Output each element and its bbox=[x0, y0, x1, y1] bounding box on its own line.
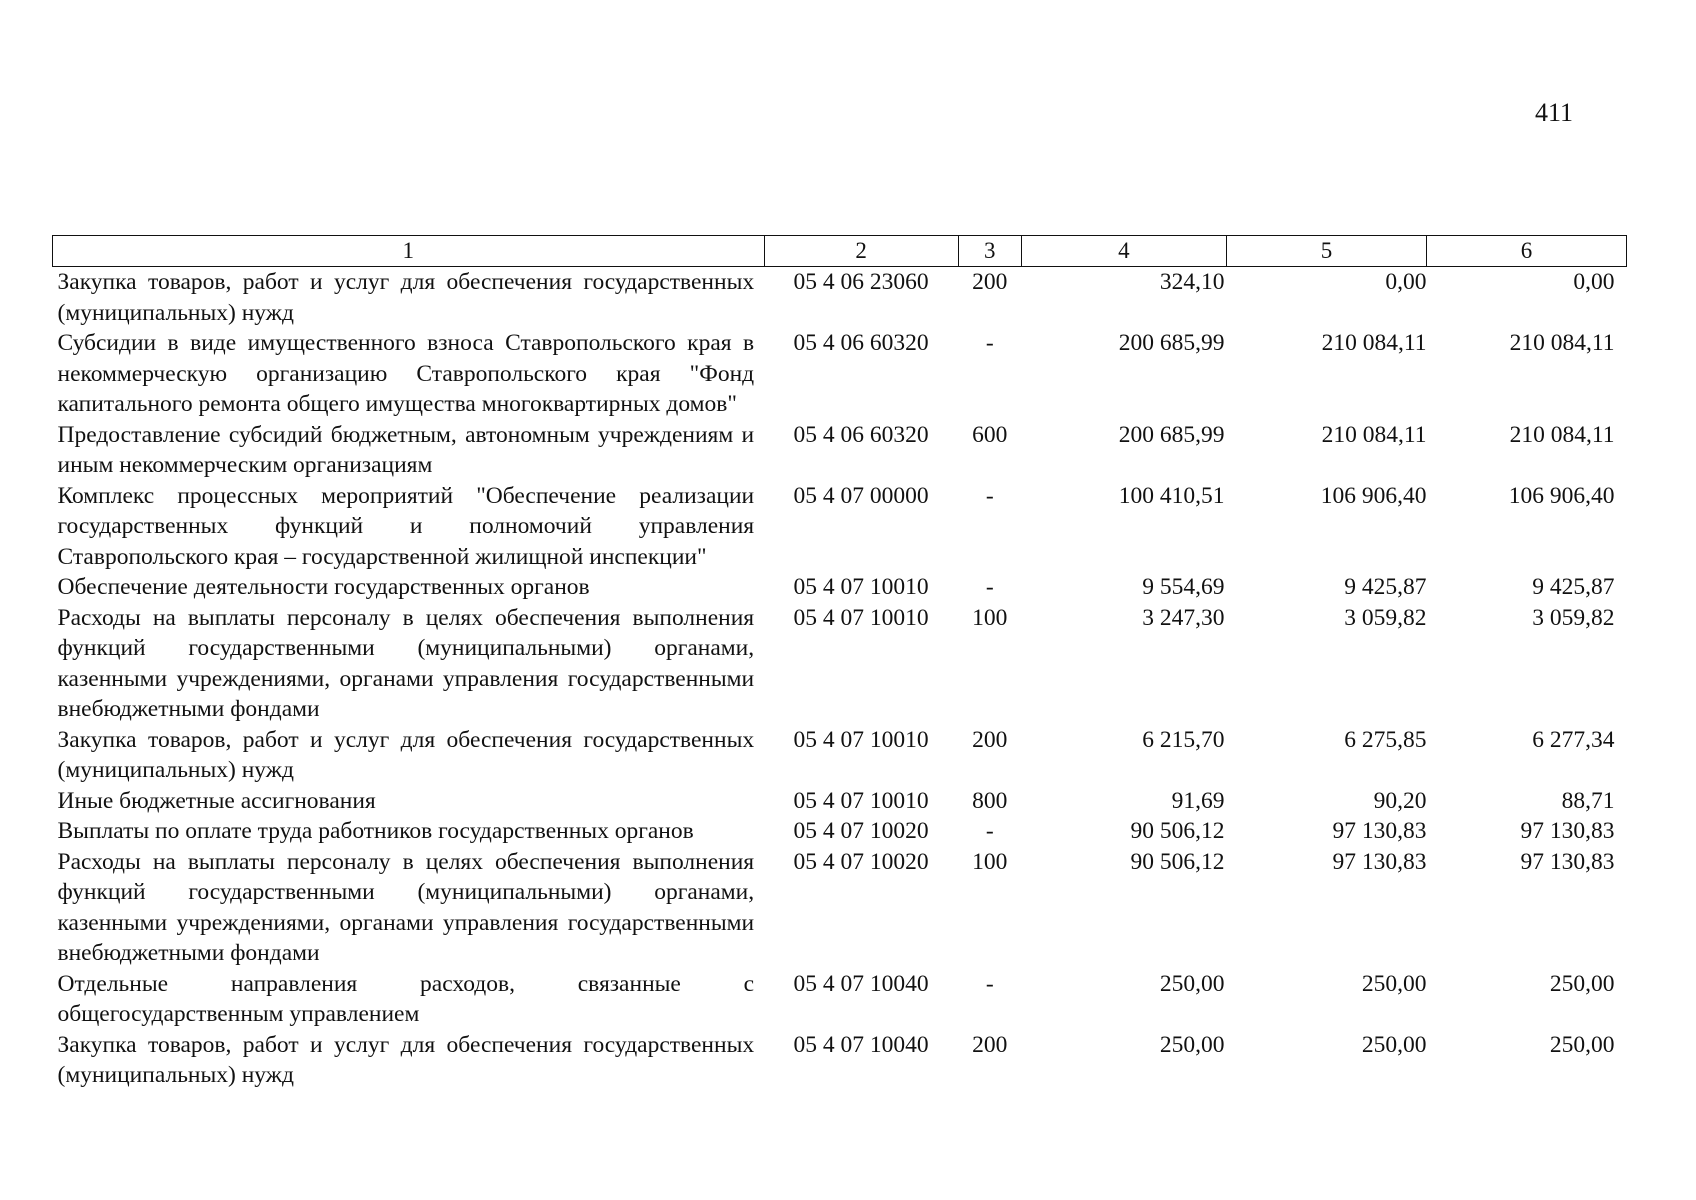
row-expense-type: - bbox=[985, 330, 994, 356]
page-number: 411 bbox=[1535, 98, 1574, 127]
row-name: Расходы на выплаты персоналу в целях обеспечения выполнения функций государственными (муниципальными) органами, казенными учреждениями, органами управления государственными внебюджетными фондами bbox=[57, 848, 755, 966]
table-row bbox=[53, 1030, 1627, 1091]
row-expense-type: - bbox=[985, 574, 994, 600]
row-name: Комплекс процессных мероприятий "Обеспечение реализации государственных функций и полномочий управления Ставропольского края – государственной жилищной инспекции" bbox=[57, 482, 755, 570]
row-value-col6: 9 425,87 bbox=[1532, 574, 1615, 600]
table-row bbox=[53, 267, 1627, 329]
row-value-col5: 97 130,83 bbox=[1332, 818, 1427, 844]
row-name: Предоставление субсидий бюджетным, автономным учреждениям и иным некоммерческим организациям bbox=[57, 421, 755, 478]
row-code: 05 4 07 10020 bbox=[793, 818, 929, 844]
row-value-col6: 0,00 bbox=[1573, 269, 1615, 295]
row-code: 05 4 06 23060 bbox=[793, 269, 929, 295]
row-value-col4: 90 506,12 bbox=[1130, 818, 1225, 844]
row-code: 05 4 07 10010 bbox=[793, 726, 929, 753]
row-value-col4: 91,69 bbox=[1171, 787, 1225, 814]
row-code: 05 4 07 10010 bbox=[793, 787, 929, 814]
row-name: Иные бюджетные ассигнования bbox=[57, 787, 376, 814]
row-code: 05 4 06 60320 bbox=[793, 421, 929, 448]
row-value-col4: 200 685,99 bbox=[1118, 330, 1225, 356]
row-value-col6: 106 906,40 bbox=[1508, 482, 1615, 509]
row-code: 05 4 07 10040 bbox=[793, 970, 929, 997]
row-value-col5: 210 084,11 bbox=[1321, 421, 1427, 448]
row-value-col4: 3 247,30 bbox=[1142, 604, 1225, 631]
row-name: Обеспечение деятельности государственных органов bbox=[57, 574, 590, 600]
row-expense-type: 200 bbox=[972, 726, 1008, 753]
table-body bbox=[53, 267, 1627, 1091]
row-expense-type: 600 bbox=[972, 421, 1008, 448]
table-row bbox=[53, 420, 1627, 481]
table-row bbox=[53, 481, 1627, 573]
row-value-col5: 250,00 bbox=[1361, 1031, 1427, 1058]
row-expense-type: 100 bbox=[972, 848, 1008, 875]
row-name: Закупка товаров, работ и услуг для обеспечения государственных (муниципальных) нужд bbox=[57, 726, 755, 783]
row-name: Закупка товаров, работ и услуг для обеспечения государственных (муниципальных) нужд bbox=[57, 1031, 755, 1088]
row-value-col6: 97 130,83 bbox=[1520, 848, 1615, 875]
table-row bbox=[53, 328, 1627, 420]
table-row bbox=[53, 603, 1627, 725]
table-row bbox=[53, 847, 1627, 969]
row-value-col5: 0,00 bbox=[1385, 269, 1427, 295]
row-value-col6: 6 277,34 bbox=[1532, 726, 1615, 753]
row-expense-type: 200 bbox=[972, 269, 1008, 295]
row-expense-type: - bbox=[985, 482, 994, 509]
row-value-col4: 200 685,99 bbox=[1118, 421, 1225, 448]
header-col-3: 3 bbox=[958, 236, 1021, 267]
row-name: Отдельные направления расходов, связанные с общегосударственным управлением bbox=[57, 970, 755, 1027]
row-value-col5: 9 425,87 bbox=[1344, 574, 1427, 600]
header-col-5: 5 bbox=[1226, 236, 1426, 267]
row-value-col6: 97 130,83 bbox=[1520, 818, 1615, 844]
row-name: Субсидии в виде имущественного взноса Ставропольского края в некоммерческую организацию Ставропольского края "Фонд капитального ремонта общего имущества многоквартирных домов" bbox=[57, 330, 755, 417]
row-value-col4: 100 410,51 bbox=[1118, 482, 1225, 509]
row-value-col5: 97 130,83 bbox=[1332, 848, 1427, 875]
row-code: 05 4 06 60320 bbox=[793, 330, 929, 356]
row-value-col4: 90 506,12 bbox=[1130, 848, 1225, 875]
header-row bbox=[53, 236, 1627, 267]
row-value-col6: 88,71 bbox=[1561, 787, 1615, 814]
budget-table bbox=[52, 235, 1627, 1091]
row-value-col5: 6 275,85 bbox=[1344, 726, 1427, 753]
row-value-col6: 250,00 bbox=[1549, 970, 1615, 997]
header-col-2: 2 bbox=[764, 236, 958, 267]
row-value-col4: 9 554,69 bbox=[1142, 574, 1225, 600]
header-col-1: 1 bbox=[53, 236, 765, 267]
table-row bbox=[53, 725, 1627, 786]
table-row bbox=[53, 816, 1627, 847]
row-code: 05 4 07 00000 bbox=[793, 482, 929, 509]
row-value-col5: 3 059,82 bbox=[1344, 604, 1427, 631]
row-value-col5: 106 906,40 bbox=[1320, 482, 1427, 509]
row-expense-type: - bbox=[985, 970, 994, 997]
row-code: 05 4 07 10040 bbox=[793, 1031, 929, 1058]
row-value-col5: 210 084,11 bbox=[1321, 330, 1427, 356]
row-value-col6: 250,00 bbox=[1549, 1031, 1615, 1058]
row-code: 05 4 07 10010 bbox=[793, 604, 929, 631]
row-value-col4: 250,00 bbox=[1159, 970, 1225, 997]
row-value-col6: 210 084,11 bbox=[1509, 330, 1615, 356]
row-expense-type: - bbox=[985, 818, 994, 844]
row-name: Выплаты по оплате труда работников государственных органов bbox=[57, 818, 694, 844]
header-col-4: 4 bbox=[1021, 236, 1226, 267]
row-value-col5: 90,20 bbox=[1373, 787, 1427, 814]
header-col-6: 6 bbox=[1426, 236, 1626, 267]
row-code: 05 4 07 10010 bbox=[793, 574, 929, 600]
table-row bbox=[53, 572, 1627, 603]
table-row bbox=[53, 969, 1627, 1030]
row-expense-type: 100 bbox=[972, 604, 1008, 631]
row-expense-type: 800 bbox=[972, 787, 1008, 814]
row-value-col4: 250,00 bbox=[1159, 1031, 1225, 1058]
row-expense-type: 200 bbox=[972, 1031, 1008, 1058]
row-code: 05 4 07 10020 bbox=[793, 848, 929, 875]
row-name: Расходы на выплаты персоналу в целях обеспечения выполнения функций государственными (муниципальными) органами, казенными учреждениями, органами управления государственными внебюджетными фондами bbox=[57, 604, 755, 722]
table-header bbox=[53, 236, 1627, 267]
row-value-col5: 250,00 bbox=[1361, 970, 1427, 997]
row-name: Закупка товаров, работ и услуг для обеспечения государственных (муниципальных) нужд bbox=[57, 269, 755, 326]
row-value-col6: 3 059,82 bbox=[1532, 604, 1615, 631]
row-value-col6: 210 084,11 bbox=[1509, 421, 1615, 448]
row-value-col4: 6 215,70 bbox=[1142, 726, 1225, 753]
table-row bbox=[53, 786, 1627, 817]
row-value-col4: 324,10 bbox=[1159, 269, 1225, 295]
